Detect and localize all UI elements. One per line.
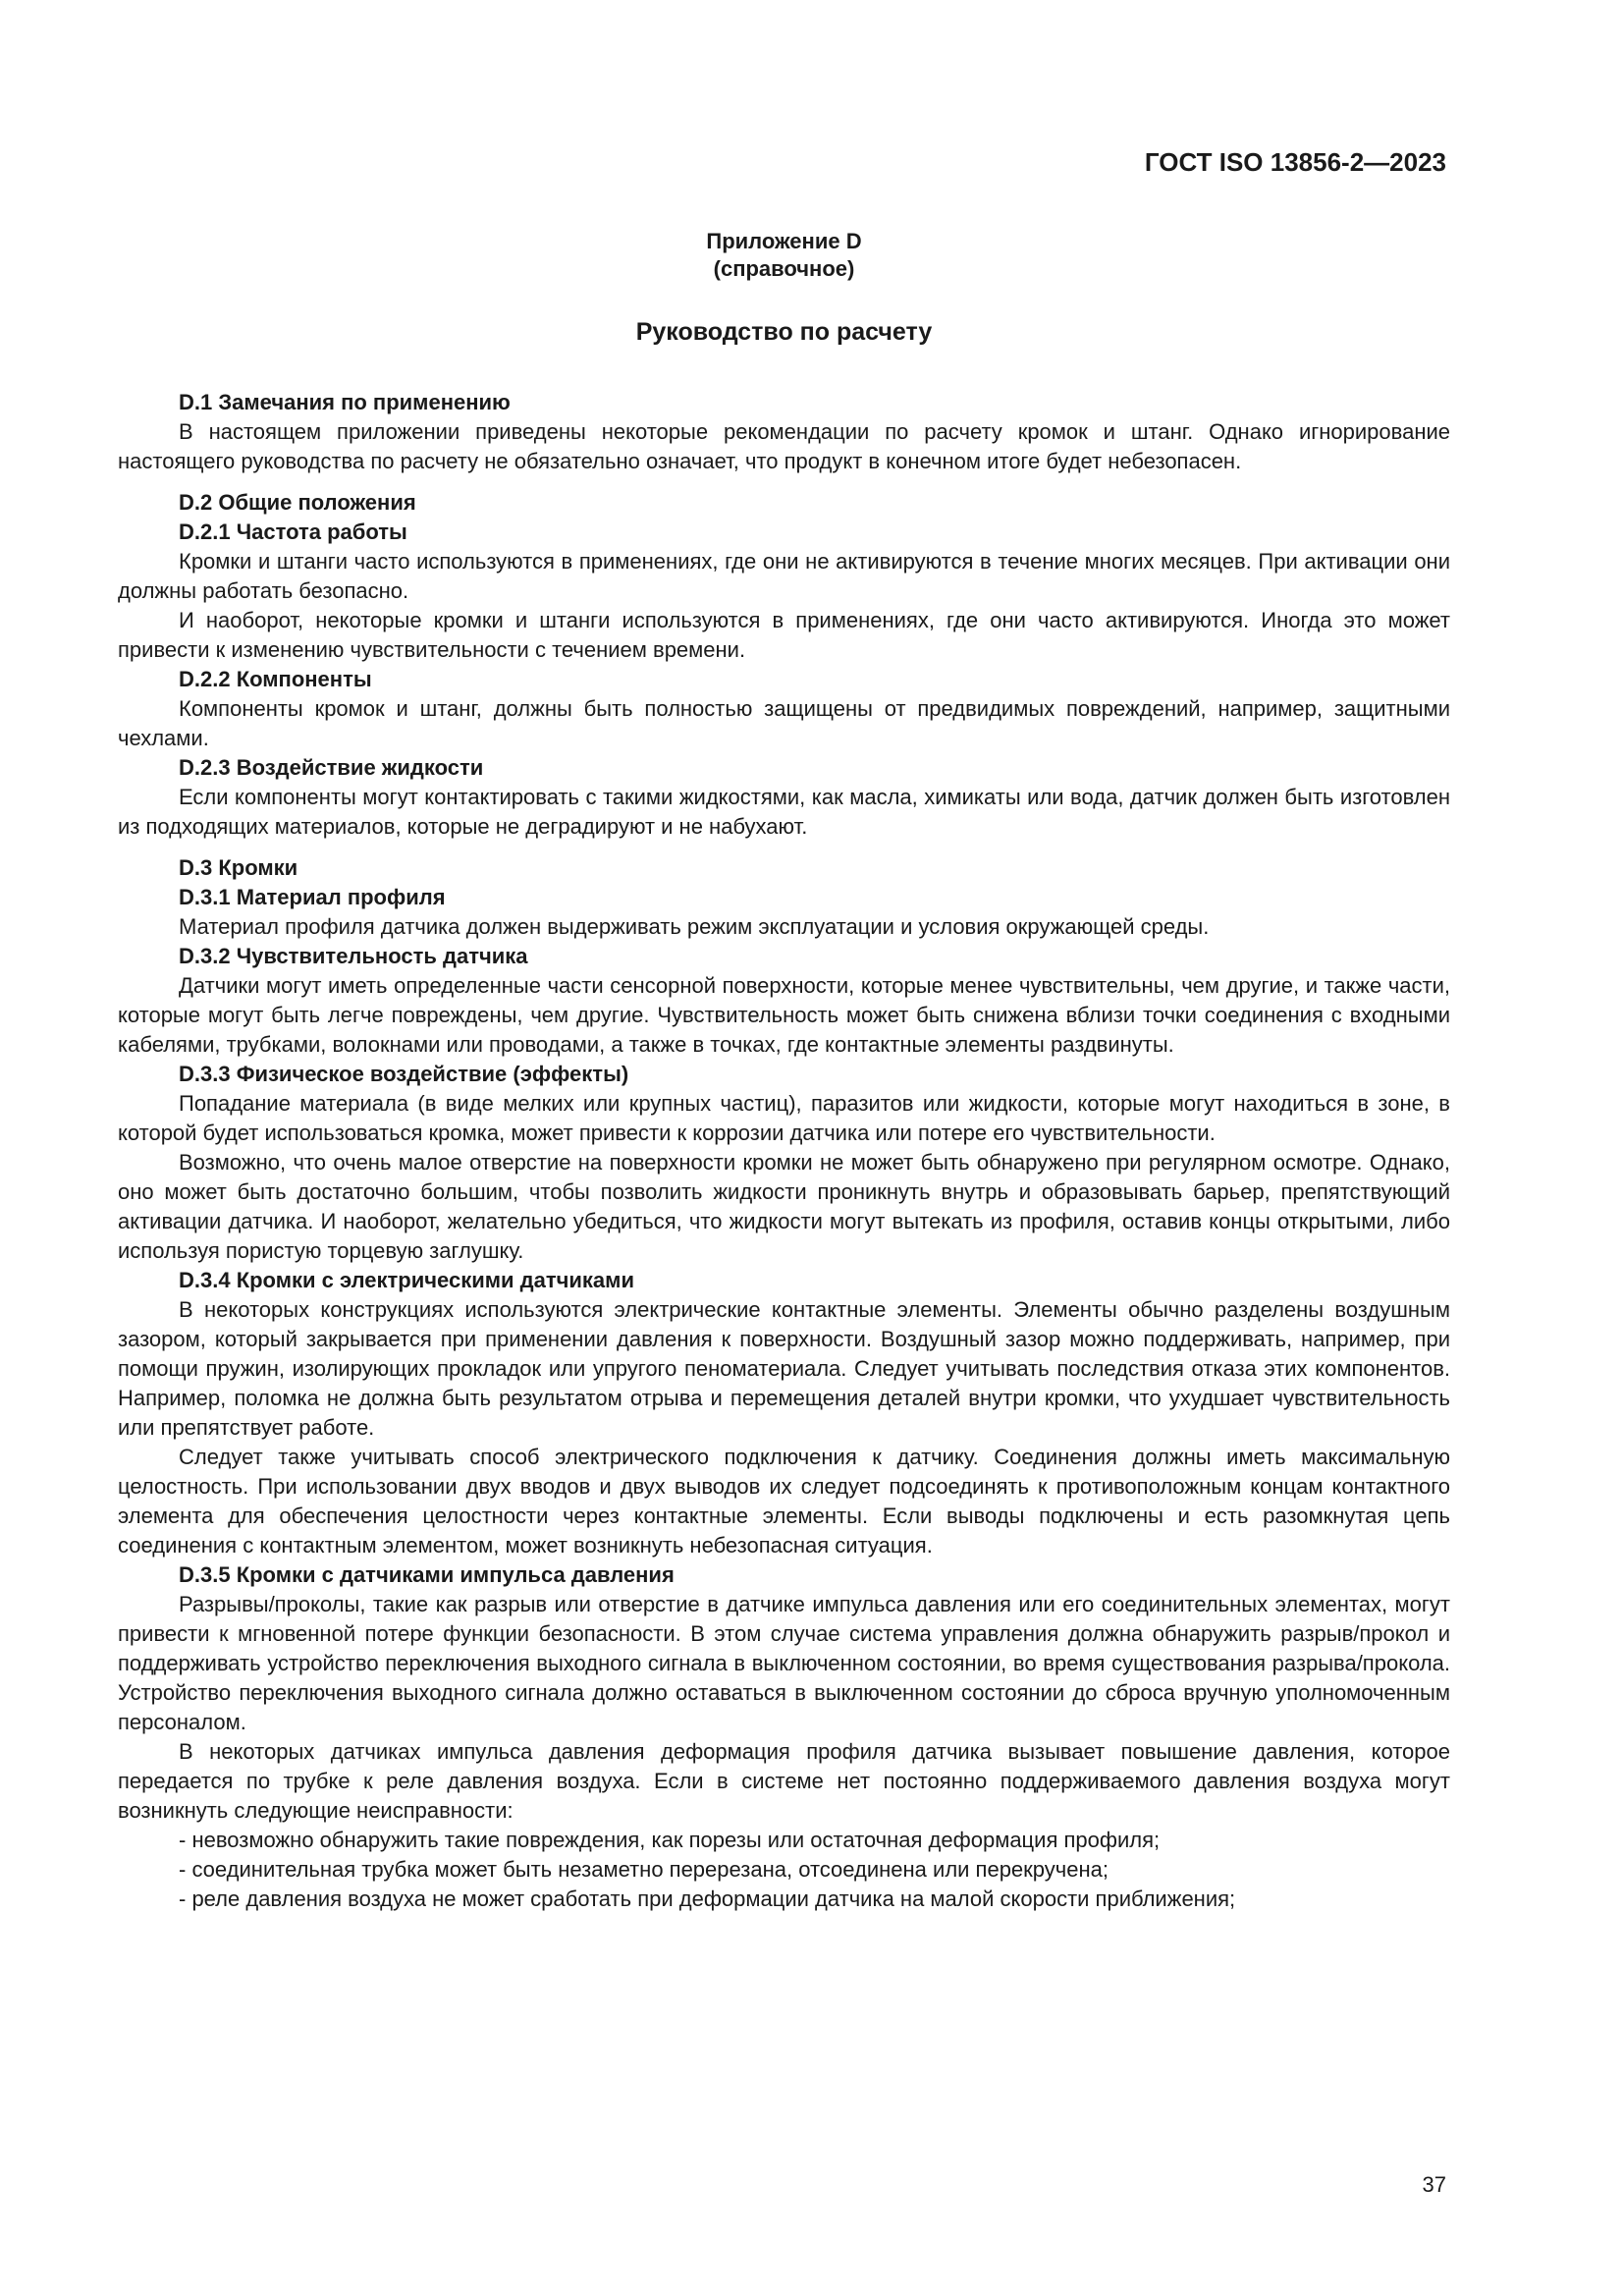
section-heading: D.3.3 Физическое воздействие (эффекты): [179, 1062, 629, 1086]
document-body: [118, 228, 1450, 1914]
list-item: - реле давления воздуха не может сработать при деформации датчика на малой скорости приближения;: [179, 1886, 1236, 1911]
paragraph: Разрывы/проколы, такие как разрыв или отверстие в датчике импульса давления или его соединительных элементах, могут привести к мгновенной потере функции безопасности. В этом случае система управления должна обнаружить разрыв/прокол и поддерживать устройство переключения выходного сигнала в выключенном состоянии, во время существования разрыва/прокола. Устройство переключения выходного сигнала должно оставаться в выключенном состоянии до сброса вручную уполномоченным персоналом.: [118, 1592, 1450, 1734]
section-heading: D.2.1 Частота работы: [179, 519, 407, 544]
paragraph: Компоненты кромок и штанг, должны быть полностью защищены от предвидимых повреждений, например, защитными чехлами.: [118, 696, 1450, 750]
annex-title: Приложение D: [706, 229, 862, 253]
paragraph: Материал профиля датчика должен выдерживать режим эксплуатации и условия окружающей среды.: [179, 914, 1210, 939]
section-heading: D.1 Замечания по применению: [179, 390, 511, 414]
paragraph: Попадание материала (в виде мелких или крупных частиц), паразитов или жидкости, которые могут находиться в зоне, в которой будет использоваться кромка, может привести к коррозии датчика или потере его чувствительности.: [118, 1091, 1450, 1145]
section-heading: D.3.2 Чувствительность датчика: [179, 944, 528, 968]
paragraph: Кромки и штанги часто используются в применениях, где они не активируются в течение многих месяцев. При активации они должны работать безопасно.: [118, 549, 1450, 603]
section-heading: D.3 Кромки: [179, 855, 298, 880]
document-code: ГОСТ ISO 13856-2—2023: [1144, 147, 1446, 177]
section-heading: D.3.1 Материал профиля: [179, 885, 446, 909]
paragraph: Возможно, что очень малое отверстие на поверхности кромки не может быть обнаружено при регулярном осмотре. Однако, оно может быть достаточно большим, чтобы позволить жидкости проникнуть внутрь и образовывать барьер, препятствующий активации датчика. И наоборот, желательно убедиться, что жидкости могут вытекать из профиля, оставив концы открытыми, либо используя пористую торцевую заглушку.: [118, 1150, 1450, 1263]
list-item: - невозможно обнаружить такие повреждения, как порезы или остаточная деформация профиля;: [179, 1828, 1161, 1852]
page-number: 37: [1422, 2172, 1446, 2197]
section-heading: D.2 Общие положения: [179, 490, 416, 515]
paragraph: В некоторых датчиках импульса давления деформация профиля датчика вызывает повышение давления, которое передается по трубке к реле давления воздуха. Если в системе нет постоянно поддерживаемого давления воздуха могут возникнуть следующие неисправности:: [118, 1739, 1450, 1823]
section-heading: D.3.5 Кромки с датчиками импульса давления: [179, 1562, 675, 1587]
list-item: - соединительная трубка может быть незаметно перерезана, отсоединена или перекручена;: [179, 1857, 1109, 1882]
paragraph: Следует также учитывать способ электрического подключения к датчику. Соединения должны иметь максимальную целостность. При использовании двух вводов и двух выводов их следует подсоединять к противоположным концам контактного элемента для обеспечения целостности через контактные элементы. Если выводы подключены и есть разомкнутая цепь соединения с контактным элементом, может возникнуть небезопасная ситуация.: [118, 1445, 1450, 1558]
paragraph: Если компоненты могут контактировать с такими жидкостями, как масла, химикаты или вода, датчик должен быть изготовлен из подходящих материалов, которые не деградируют и не набухают.: [118, 785, 1450, 839]
paragraph: В некоторых конструкциях используются электрические контактные элементы. Элементы обычно разделены воздушным зазором, который закрывается при применении давления к поверхности. Воздушный зазор можно поддерживать, например, при помощи пружин, изолирующих прокладок или упругого пеноматериала. Следует учитывать последствия отказа этих компонентов. Например, поломка не должна быть результатом отрыва и перемещения деталей внутри кромки, что ухудшает чувствительность или препятствует работе.: [118, 1297, 1450, 1440]
annex-subtitle: (справочное): [713, 256, 855, 281]
section-heading: D.2.2 Компоненты: [179, 667, 372, 691]
section-heading: D.3.4 Кромки с электрическими датчиками: [179, 1268, 634, 1292]
paragraph: И наоборот, некоторые кромки и штанги используются в применениях, где они часто активируются. Иногда это может привести к изменению чувствительности с течением времени.: [118, 608, 1450, 662]
section-blocks: [118, 388, 1450, 1914]
section-heading: D.2.3 Воздействие жидкости: [179, 755, 484, 780]
paragraph: В настоящем приложении приведены некоторые рекомендации по расчету кромок и штанг. Однако игнорирование настоящего руководства по расчету не обязательно означает, что продукт в конечном итоге будет небезопасен.: [118, 419, 1450, 473]
paragraph: Датчики могут иметь определенные части сенсорной поверхности, которые менее чувствительны, чем другие, и также части, которые могут быть легче повреждены, чем другие. Чувствительность может быть снижена вблизи точки соединения с входными кабелями, трубками, волокнами или проводами, а также в точках, где контактные элементы раздвинуты.: [118, 973, 1450, 1057]
guide-title: Руководство по расчету: [635, 318, 933, 346]
